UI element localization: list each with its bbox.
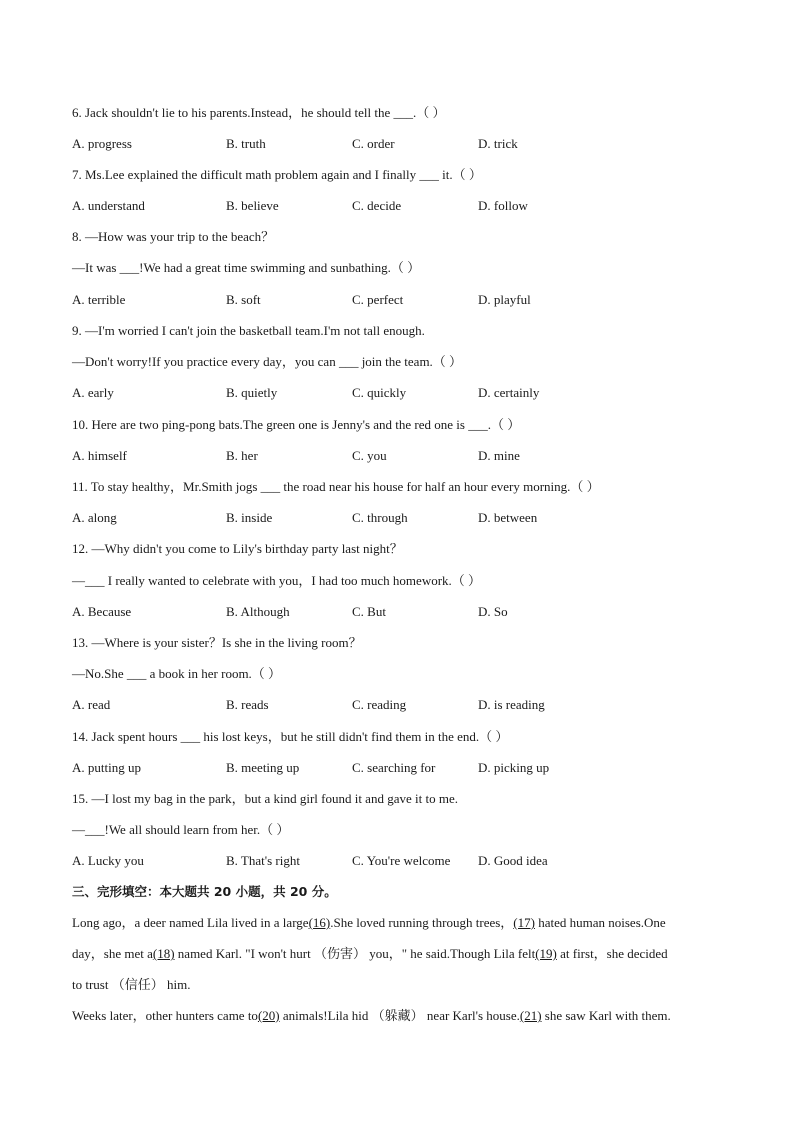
passage-line — [72, 976, 190, 994]
answer-option-a[interactable]: A. himself — [72, 448, 127, 463]
passage-text: hated human noises.One — [534, 915, 666, 930]
answer-option-d[interactable]: D. playful — [478, 292, 531, 307]
section-heading: 三、完形填空：本大题共 20 小题，共 20 分。 — [72, 884, 337, 899]
answer-option-c[interactable]: C. decide — [352, 198, 402, 213]
answer-options — [0, 447, 794, 465]
blank-19[interactable]: (19) — [535, 946, 557, 961]
answer-option-b[interactable]: B. her — [226, 448, 258, 463]
answer-option-b[interactable]: B. inside — [226, 510, 273, 525]
answer-option-b[interactable]: B. soft — [226, 292, 261, 307]
passage-text: day，she met a — [72, 946, 153, 961]
answer-option-d[interactable]: D. Good idea — [478, 853, 548, 868]
question-stem: 12. —Why didn't you come to Lily's birthday party last night？ — [72, 541, 403, 556]
answer-option-a[interactable]: A. read — [72, 697, 111, 712]
answer-option-c[interactable]: C. searching for — [352, 760, 436, 775]
answer-option-d[interactable]: D. picking up — [478, 760, 550, 775]
answer-options — [0, 759, 794, 777]
question-stem: 11. To stay healthy，Mr.Smith jogs ___ the road near his house for half an hour every morning.（ ） — [72, 479, 600, 494]
answer-options — [0, 291, 794, 309]
answer-options — [0, 696, 794, 714]
answer-option-c[interactable]: C. But — [352, 604, 386, 619]
passage-text: named Karl. "I won't hurt （伤害） you，" he said.Though Lila felt — [174, 946, 536, 961]
answer-options — [0, 509, 794, 527]
passage-text: .She loved running through trees， — [330, 915, 514, 930]
passage-text: she saw Karl with them. — [541, 1008, 671, 1023]
question-stem: 8. —How was your trip to the beach？ — [72, 229, 275, 244]
question-dialogue-line: —No.She ___ a book in her room.（ ） — [72, 666, 282, 681]
passage-line — [72, 945, 668, 963]
answer-option-b[interactable]: B. Although — [226, 604, 290, 619]
question-dialogue-line: —___ I really wanted to celebrate with you，I had too much homework.（ ） — [72, 573, 482, 588]
question-stem: 15. —I lost my bag in the park，but a kind girl found it and gave it to me. — [72, 791, 458, 806]
answer-options — [0, 135, 794, 153]
answer-option-d[interactable]: D. is reading — [478, 697, 545, 712]
answer-option-a[interactable]: A. early — [72, 385, 114, 400]
answer-option-c[interactable]: C. order — [352, 136, 395, 151]
answer-option-b[interactable]: B. truth — [226, 136, 266, 151]
answer-option-c[interactable]: C. You're welcome — [352, 853, 451, 868]
answer-options — [0, 603, 794, 621]
answer-option-c[interactable]: C. through — [352, 510, 408, 525]
blank-16[interactable]: (16) — [308, 915, 331, 930]
answer-options — [0, 384, 794, 402]
answer-option-d[interactable]: D. between — [478, 510, 538, 525]
answer-option-b[interactable]: B. quietly — [226, 385, 278, 400]
answer-option-d[interactable]: D. certainly — [478, 385, 540, 400]
blank-17[interactable]: (17) — [513, 915, 535, 930]
answer-options — [0, 852, 794, 870]
answer-option-a[interactable]: A. along — [72, 510, 117, 525]
answer-option-c[interactable]: C. reading — [352, 697, 407, 712]
blank-20[interactable]: (20) — [257, 1008, 280, 1023]
passage-text: Long ago，a deer named Lila lived in a large — [72, 915, 309, 930]
answer-option-c[interactable]: C. perfect — [352, 292, 404, 307]
answer-option-a[interactable]: A. progress — [72, 136, 132, 151]
question-stem: 6. Jack shouldn't lie to his parents.Instead，he should tell the ___.（ ） — [72, 105, 446, 120]
passage-text: animals!Lila hid （躲藏） near Karl's house. — [279, 1008, 520, 1023]
answer-option-d[interactable]: D. mine — [478, 448, 520, 463]
passage-text: Weeks later，other hunters came to — [72, 1008, 258, 1023]
question-stem: 13. —Where is your sister？Is she in the living room？ — [72, 635, 362, 650]
question-stem: 14. Jack spent hours ___ his lost keys，but he still didn't find them in the end.（ ） — [72, 729, 509, 744]
answer-option-a[interactable]: A. understand — [72, 198, 145, 213]
answer-option-b[interactable]: B. meeting up — [226, 760, 300, 775]
blank-18[interactable]: (18) — [152, 946, 175, 961]
answer-option-c[interactable]: C. you — [352, 448, 387, 463]
question-dialogue-line: —___!We all should learn from her.（ ） — [72, 822, 290, 837]
answer-option-c[interactable]: C. quickly — [352, 385, 407, 400]
answer-option-a[interactable]: A. Because — [72, 604, 132, 619]
answer-option-a[interactable]: A. Lucky you — [72, 853, 144, 868]
passage-line — [72, 1007, 671, 1025]
answer-option-d[interactable]: D. follow — [478, 198, 528, 213]
passage-text: at first，she decided — [556, 946, 668, 961]
answer-options — [0, 197, 794, 215]
question-stem: 10. Here are two ping-pong bats.The green one is Jenny's and the red one is ___.（ ） — [72, 417, 521, 432]
answer-option-d[interactable]: D. trick — [478, 136, 518, 151]
answer-option-b[interactable]: B. believe — [226, 198, 279, 213]
answer-option-b[interactable]: B. reads — [226, 697, 269, 712]
answer-option-d[interactable]: D. So — [478, 604, 508, 619]
question-dialogue-line: —It was ___!We had a great time swimming and sunbathing.（ ） — [72, 260, 421, 275]
answer-option-a[interactable]: A. terrible — [72, 292, 126, 307]
blank-21[interactable]: (21) — [519, 1008, 542, 1023]
passage-line — [72, 914, 666, 932]
question-stem: 9. —I'm worried I can't join the basketball team.I'm not tall enough. — [72, 323, 425, 338]
question-stem: 7. Ms.Lee explained the difficult math problem again and I finally ___ it.（ ） — [72, 167, 482, 182]
passage-text: to trust （信任） him. — [72, 977, 191, 992]
question-dialogue-line: —Don't worry!If you practice every day，you can ___ join the team.（ ） — [72, 354, 463, 369]
answer-option-a[interactable]: A. putting up — [72, 760, 141, 775]
answer-option-b[interactable]: B. That's right — [226, 853, 300, 868]
